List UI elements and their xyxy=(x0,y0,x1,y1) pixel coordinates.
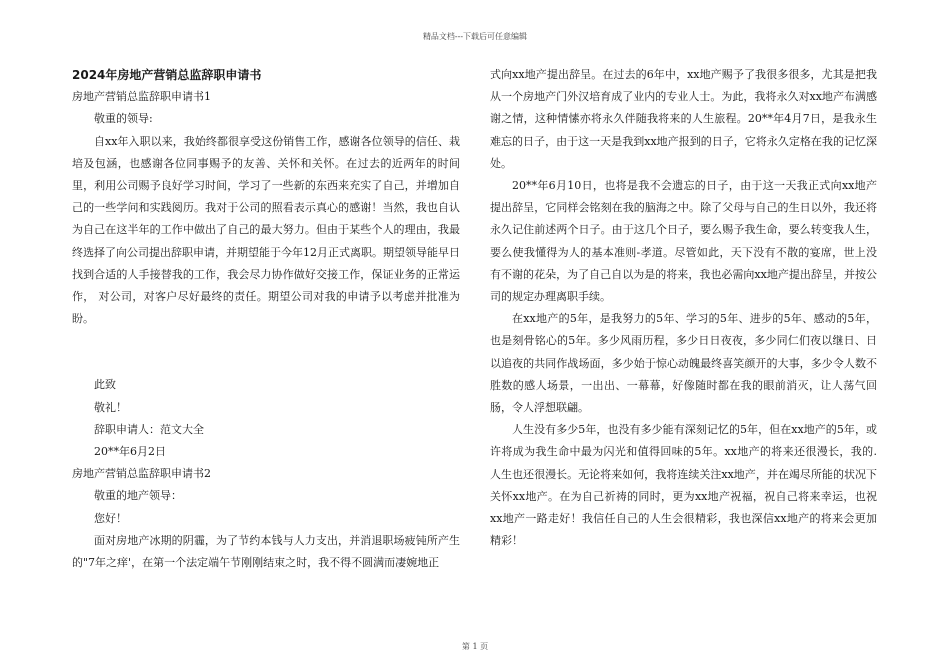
body-paragraph-4: 在xx地产的5年，是我努力的5年、学习的5年、进步的5年、感动的5年，也是刻骨铭心的5年。多少风雨历程，多少日日夜夜，多少同仁们夜以继日、日以追夜的共同作战场面，多少始于惊心动魄最终喜笑颜开的大事，多少令人数不胜数的感人场景，一出出、一幕幕，好像随时都在我的眼前消灭，让人荡气回肠，令人浮想联翩。 xyxy=(490,312,877,415)
header-note: 精品文档---下载后可任意编辑 xyxy=(422,32,528,41)
date-line: 20**年6月2日 xyxy=(94,445,166,459)
body-paragraph-2-start: 面对房地产冰期的阴霾，为了节约本钱与人力支出，并消退职场疲钝所产生的"7年之痒'，在第一个法定端午节刚刚结束之时，我不得不圆满而凄婉地正 xyxy=(72,533,460,570)
spacer xyxy=(72,330,460,374)
section-heading-2: 房地产营销总监辞职申请书2 xyxy=(72,467,211,481)
hello-line: 您好！ xyxy=(94,511,127,525)
greeting-1: 敬重的领导: xyxy=(94,112,153,126)
right-column xyxy=(490,64,877,552)
body-paragraph-3: 20**年6月10日，也将是我不会遗忘的日子，由于这一天我正式向xx地产提出辞呈，它同样会铭刻在我的脑海之中。除了父母与自己的生日以外，我还将永久记住前述两个日子。由于这几个日子，要么赐予我生命，要么转变我人生，要么使我懂得为人的基本准则-孝道。尽管如此，天下没有不散的宴席，世上没有不谢的花朵，为了自己自以为是的将来，我也必需向xx地产提出辞呈，并按公司的规定办理离职手续。 xyxy=(490,179,877,304)
body-paragraph-1: 自xx年入职以来，我始终都很享受这份销售工作，感谢各位领导的信任、栽培及包涵，也感谢各位同事赐予的友善、关怀和关怀。在过去的近两年的时间里，利用公司赐予良好学习时间，学习了一些新的东西来充实了自己，并增加自己的一些学问和实践阅历。我对于公司的照看表示真心的感谢！当然，我也自认为自己在这半年的工作中做出了自己的最大努力。但由于某些个人的理由，我最终选择了向公司提出辞职申请，并期望能于今年12月正式离职。期望领导能早日找到合适的人手接替我的工作，我会尽力协作做好交接工作，保证业务的正常运作， 对公司，对客户尽好最终的责任。期望公司对我的申请予以考虑并批准为盼。 xyxy=(72,134,460,326)
body-paragraph-2-cont: 式向xx地产提出辞呈。在过去的6年中，xx地产赐予了我很多很多，尤其是把我从一个房地产门外汉培育成了业内的专业人士。为此，我将永久对xx地产布满感谢之情，这种情愫亦将永久伴随我将来的人生旅程。20**年4月7日，是我永生难忘的日子，由于这一天是我到xx地产报到的日子，它将永久定格在我的记忆深处。 xyxy=(490,68,877,170)
greeting-2: 敬重的地产领导： xyxy=(94,489,182,503)
signature-line: 辞职申请人：范文大全 xyxy=(94,422,204,436)
page-number: 第 1 页 xyxy=(461,642,489,651)
left-column xyxy=(72,64,460,574)
body-paragraph-5: 人生没有多少5年，也没有多少能有深刻记忆的5年，但在xx地产的5年，或许将成为我生命中最为闪光和值得回味的5年。xx地产的将来还很漫长，我的. 人生也还很漫长。无论将来如何，我将连续关注xx地产，并在竭尽所能的状况下关怀xx地产。在为自己祈祷的同时，更为xx地产祝福，祝自己将来幸运，也祝xx地产一路走好！我信任自己的人生会很精彩，我也深信xx地产的将来会更加精彩！ xyxy=(490,423,877,548)
document-title: 2024年房地产营销总监辞职申请书 xyxy=(72,68,262,82)
section-heading-1: 房地产营销总监辞职申请书1 xyxy=(72,90,211,104)
closing-line-2: 敬礼！ xyxy=(94,400,127,414)
closing-line-1: 此致 xyxy=(94,378,116,392)
